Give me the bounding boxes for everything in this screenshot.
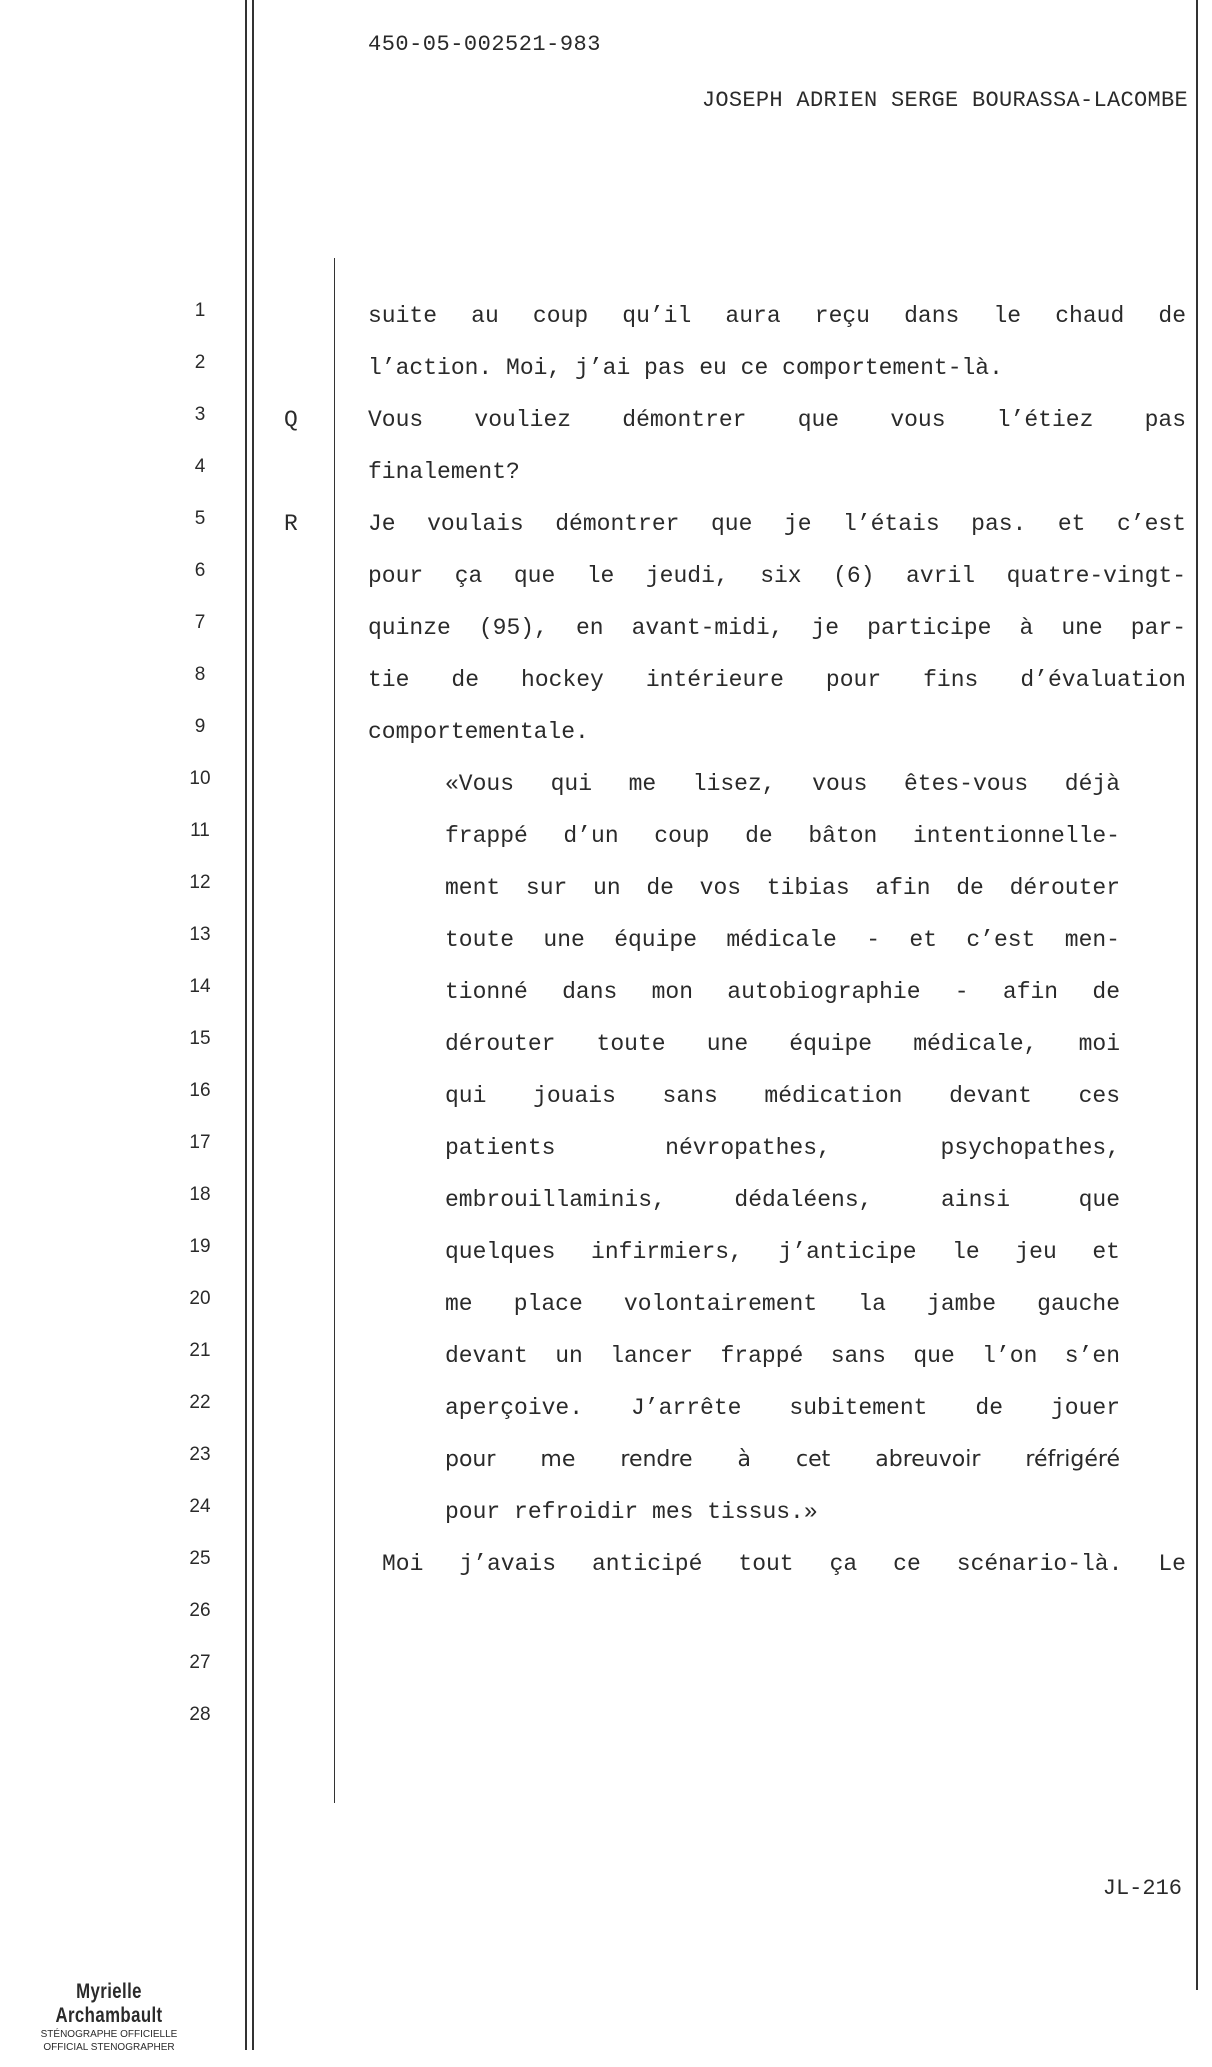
stenographer-title-en: OFFICIAL STENOGRAPHER bbox=[43, 2042, 175, 2053]
line-number: 27 bbox=[189, 1652, 211, 1673]
line-number: 11 bbox=[190, 820, 210, 841]
speaker-tag: R bbox=[284, 511, 298, 537]
line-text: pour ça que le jeudi, six (6) avril quatre-vingt- bbox=[368, 563, 1186, 589]
page-reference: JL-216 bbox=[1102, 1876, 1182, 1901]
line-number: 28 bbox=[189, 1704, 211, 1725]
line-number: 26 bbox=[189, 1600, 211, 1621]
line-number: 14 bbox=[189, 976, 211, 997]
transcript-line bbox=[280, 446, 1192, 498]
line-number: 7 bbox=[194, 612, 206, 633]
line-number: 21 bbox=[189, 1340, 211, 1361]
transcript-line bbox=[280, 1538, 1192, 1590]
line-number: 9 bbox=[194, 716, 206, 737]
transcript-line bbox=[280, 1434, 1192, 1486]
line-text: comportementale. bbox=[368, 719, 589, 745]
margin-rule-left-inner bbox=[252, 0, 254, 2050]
line-number: 17 bbox=[189, 1132, 211, 1153]
line-number: 25 bbox=[189, 1548, 211, 1569]
line-text: «Vous qui me lisez, vous êtes-vous déjà bbox=[445, 771, 1120, 797]
transcript-line bbox=[280, 1070, 1192, 1122]
line-number: 19 bbox=[189, 1236, 211, 1257]
line-text: suite au coup qu’il aura reçu dans le chaud de bbox=[368, 303, 1186, 329]
transcript-line bbox=[280, 966, 1192, 1018]
line-number: 1 bbox=[194, 300, 206, 321]
line-text: me place volontairement la jambe gauche bbox=[445, 1291, 1120, 1317]
line-number: 16 bbox=[189, 1080, 211, 1101]
line-number: 10 bbox=[189, 768, 211, 789]
line-text: Vous vouliez démontrer que vous l’étiez pas bbox=[368, 407, 1186, 433]
line-number: 2 bbox=[194, 352, 206, 373]
case-number: 450-05-002521-983 bbox=[368, 32, 601, 57]
transcript-line bbox=[280, 1122, 1192, 1174]
line-text: devant un lancer frappé sans que l’on s’en bbox=[445, 1343, 1120, 1369]
transcript-line bbox=[280, 498, 1192, 550]
transcript-line bbox=[280, 394, 1192, 446]
line-text: frappé d’un coup de bâton intentionnelle- bbox=[445, 823, 1120, 849]
line-number: 22 bbox=[189, 1392, 211, 1413]
transcript-line bbox=[280, 1486, 1192, 1538]
transcript-line bbox=[280, 914, 1192, 966]
transcript-line bbox=[280, 654, 1192, 706]
transcript-line bbox=[280, 342, 1192, 394]
transcript-line bbox=[280, 1330, 1192, 1382]
transcript-line bbox=[280, 1018, 1192, 1070]
line-text: ment sur un de vos tibias afin de dérouter bbox=[445, 875, 1120, 901]
line-number: 12 bbox=[189, 872, 211, 893]
line-number: 5 bbox=[194, 508, 206, 529]
transcript-line bbox=[280, 810, 1192, 862]
margin-rule-left-outer bbox=[245, 0, 247, 2050]
line-text: pour refroidir mes tissus.» bbox=[445, 1499, 818, 1525]
line-text: quinze (95), en avant-midi, je participe à une par- bbox=[368, 615, 1186, 641]
line-text: Je voulais démontrer que je l’étais pas. et c’est bbox=[368, 511, 1186, 537]
stenographer-signature bbox=[14, 1980, 204, 2054]
transcript-body bbox=[280, 290, 1192, 1590]
line-text: Moi j’avais anticipé tout ça ce scénario-là. Le bbox=[382, 1551, 1186, 1577]
line-numbers bbox=[180, 285, 220, 1741]
line-text: pour me rendre à cet abreuvoir réfrigéré bbox=[445, 1447, 1120, 1472]
stenographer-title-fr: STÉNOGRAPHE OFFICIELLE bbox=[40, 2029, 178, 2040]
line-number: 3 bbox=[194, 404, 206, 425]
line-text: finalement? bbox=[368, 459, 520, 485]
line-number: 13 bbox=[189, 924, 211, 945]
transcript-line bbox=[280, 758, 1192, 810]
transcript-line bbox=[280, 1174, 1192, 1226]
witness-name: JOSEPH ADRIEN SERGE BOURASSA-LACOMBE bbox=[701, 88, 1188, 113]
line-text: quelques infirmiers, j’anticipe le jeu et bbox=[445, 1239, 1120, 1265]
line-number: 24 bbox=[189, 1496, 211, 1517]
line-number: 6 bbox=[194, 560, 206, 581]
transcript-line bbox=[280, 550, 1192, 602]
line-text: tionné dans mon autobiographie - afin de bbox=[445, 979, 1120, 1005]
line-text: embrouillaminis, dédaléens, ainsi que bbox=[445, 1187, 1120, 1213]
line-text: tie de hockey intérieure pour fins d’évaluation bbox=[368, 667, 1186, 693]
line-number: 15 bbox=[189, 1028, 211, 1049]
line-number: 23 bbox=[189, 1444, 211, 1465]
transcript-line bbox=[280, 290, 1192, 342]
line-number: 20 bbox=[189, 1288, 211, 1309]
transcript-line bbox=[280, 1382, 1192, 1434]
line-text: patients névropathes, psychopathes, bbox=[445, 1135, 1120, 1161]
line-number: 18 bbox=[189, 1184, 211, 1205]
line-number: 8 bbox=[194, 664, 206, 685]
stenographer-name: Myrielle Archambault bbox=[55, 1980, 163, 2027]
transcript-line bbox=[280, 862, 1192, 914]
line-text: qui jouais sans médication devant ces bbox=[445, 1083, 1120, 1109]
line-text: l’action. Moi, j’ai pas eu ce comportement-là. bbox=[368, 355, 1003, 381]
transcript-line bbox=[280, 1226, 1192, 1278]
transcript-line bbox=[280, 602, 1192, 654]
transcript-line bbox=[280, 1278, 1192, 1330]
transcript-line bbox=[280, 706, 1192, 758]
line-text: dérouter toute une équipe médicale, moi bbox=[445, 1031, 1120, 1057]
speaker-tag: Q bbox=[284, 407, 298, 433]
margin-rule-right bbox=[1196, 0, 1198, 1990]
line-number: 4 bbox=[194, 456, 206, 477]
line-text: aperçoive. J’arrête subitement de jouer bbox=[445, 1395, 1120, 1421]
line-text: toute une équipe médicale - et c’est men- bbox=[445, 927, 1120, 953]
